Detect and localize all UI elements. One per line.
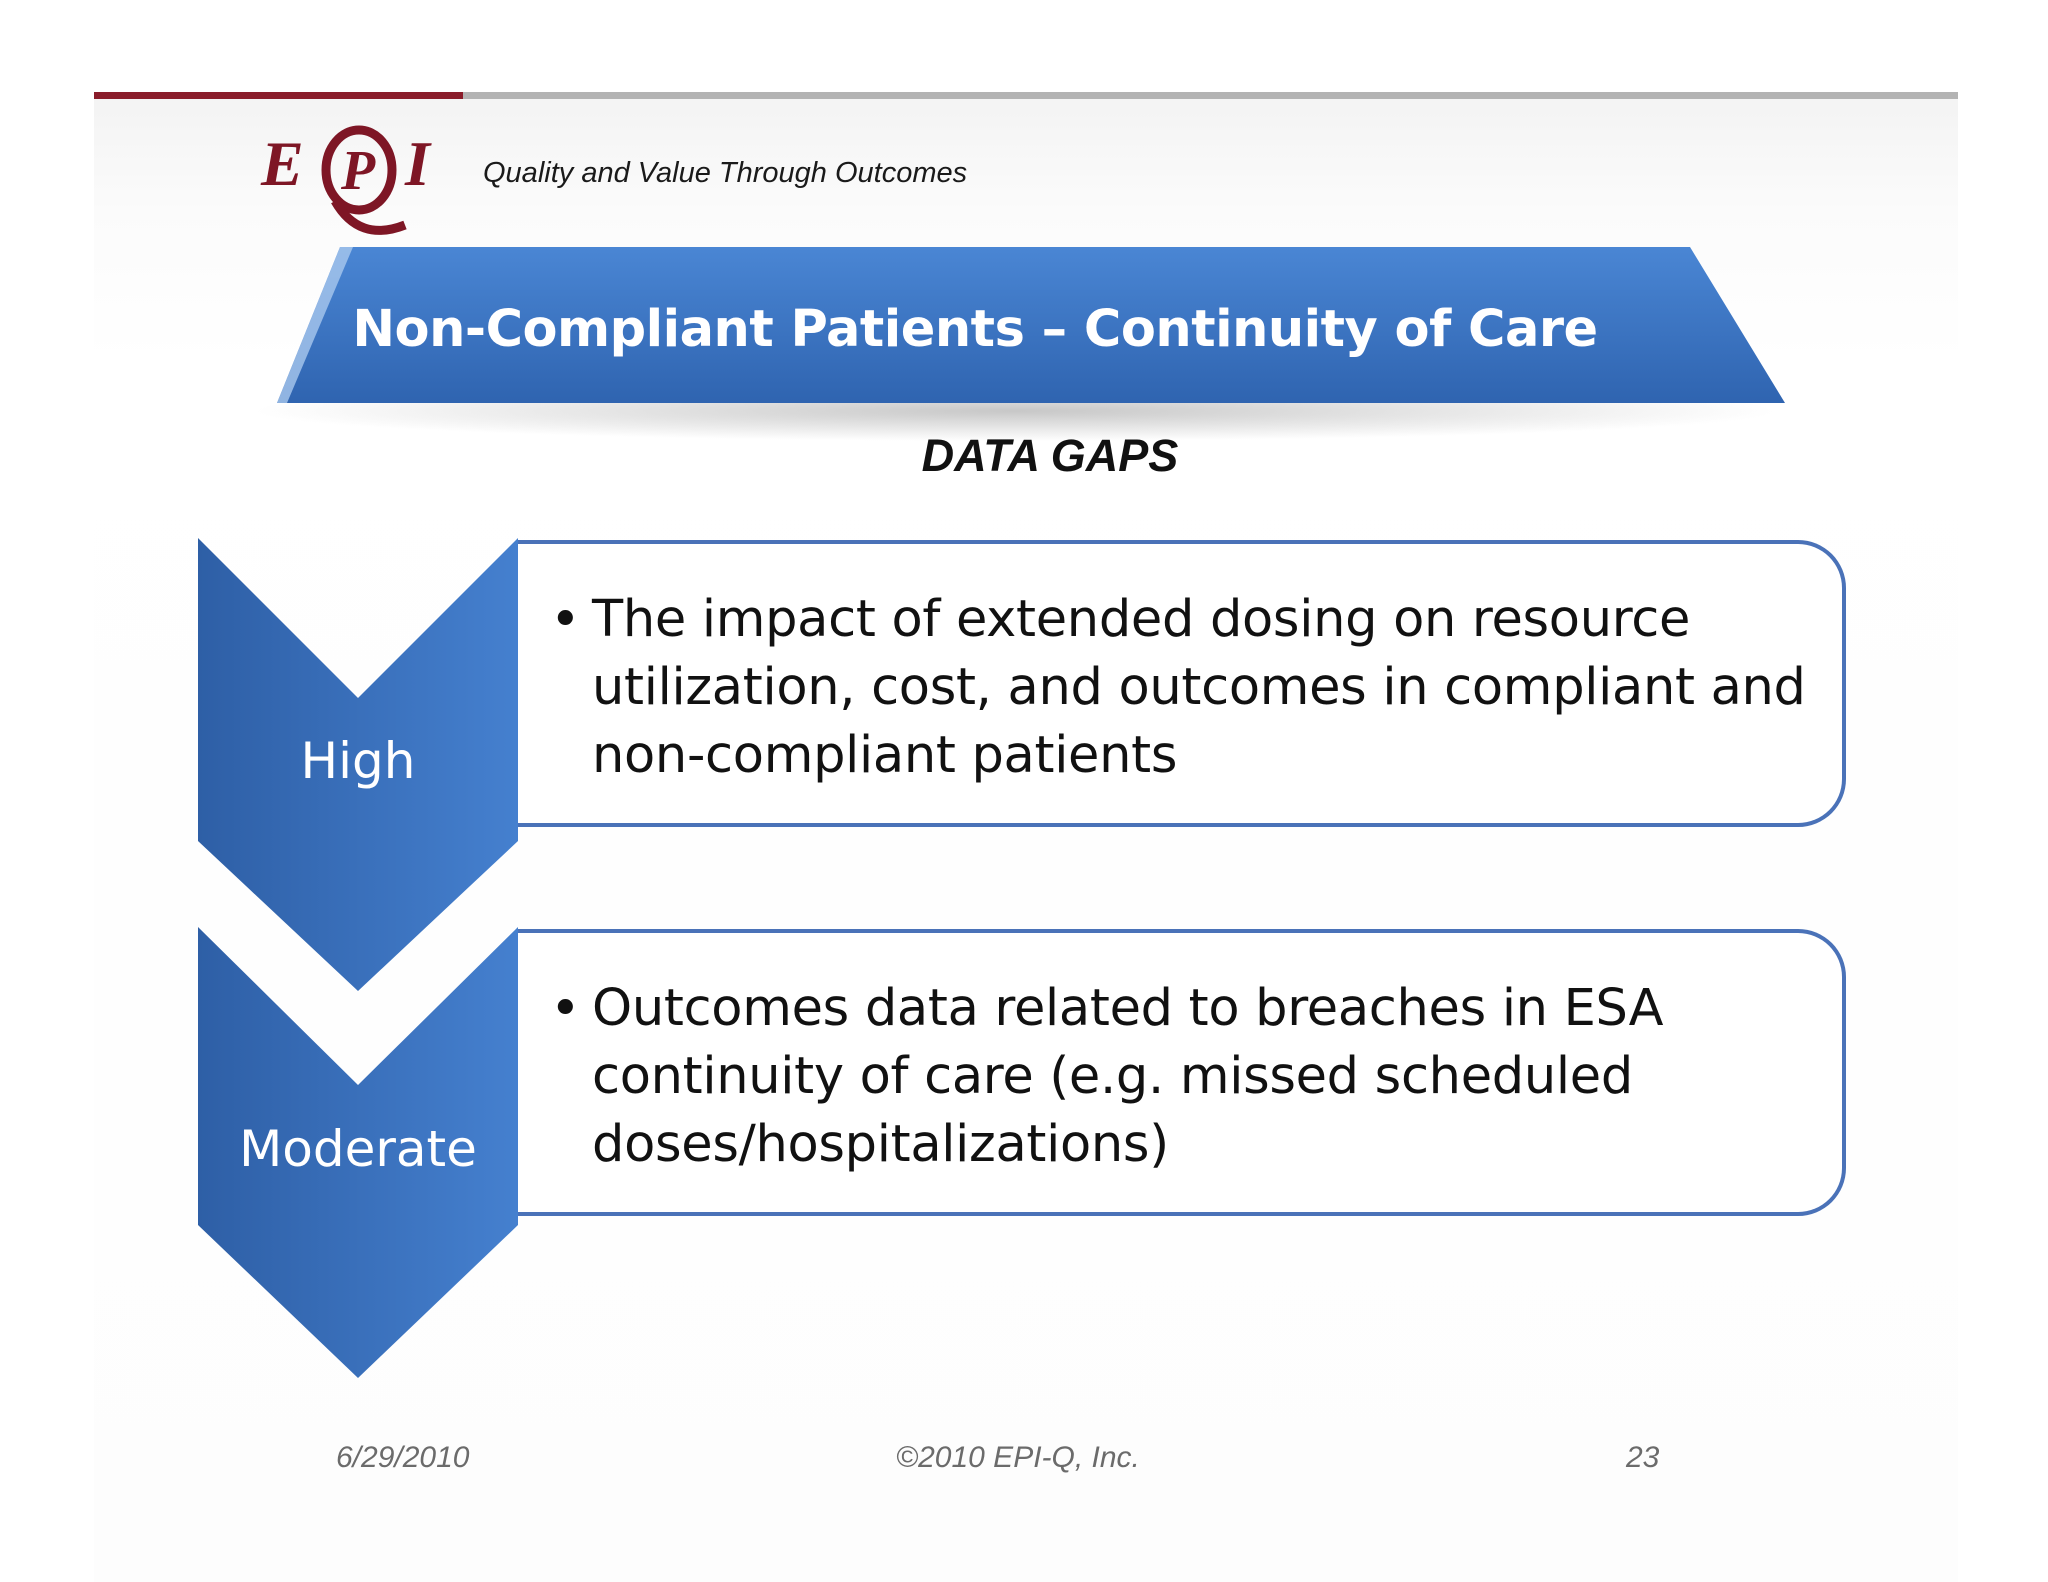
logo-mark-icon <box>255 115 460 250</box>
footer-page-number: 23 <box>1626 1441 1660 1474</box>
data-gap-panel-moderate <box>518 929 1846 1216</box>
bullet-item <box>550 586 1842 790</box>
header-accent-rule <box>94 92 463 99</box>
priority-chevrons <box>198 538 518 1380</box>
level-label-high: High <box>300 732 416 790</box>
slide-title: Non-Compliant Patients – Continuity of Care <box>352 300 1598 359</box>
bullet-text: The impact of extended dosing on resource utilization, cost, and outcomes in compliant and non-compliant patients <box>592 590 1806 785</box>
svg-text:I: I <box>405 128 430 199</box>
bullet-text: Outcomes data related to breaches in ESA continuity of care (e.g. missed scheduled doses/hospitalizations) <box>592 979 1664 1174</box>
bullet-icon: • <box>550 590 581 650</box>
svg-text:P: P <box>341 140 376 202</box>
section-subheading: DATA GAPS <box>921 430 1179 481</box>
footer-copyright: ©2010 EPI-Q, Inc. <box>896 1441 1140 1474</box>
level-label-moderate: Moderate <box>239 1120 477 1178</box>
svg-text:E: E <box>261 128 304 199</box>
footer-date: 6/29/2010 <box>336 1441 470 1474</box>
epqi-logo <box>255 115 460 250</box>
bullet-icon: • <box>550 979 581 1039</box>
tagline: Quality and Value Through Outcomes <box>483 157 968 189</box>
bullet-item <box>550 975 1842 1179</box>
data-gap-panel-high <box>518 540 1846 827</box>
